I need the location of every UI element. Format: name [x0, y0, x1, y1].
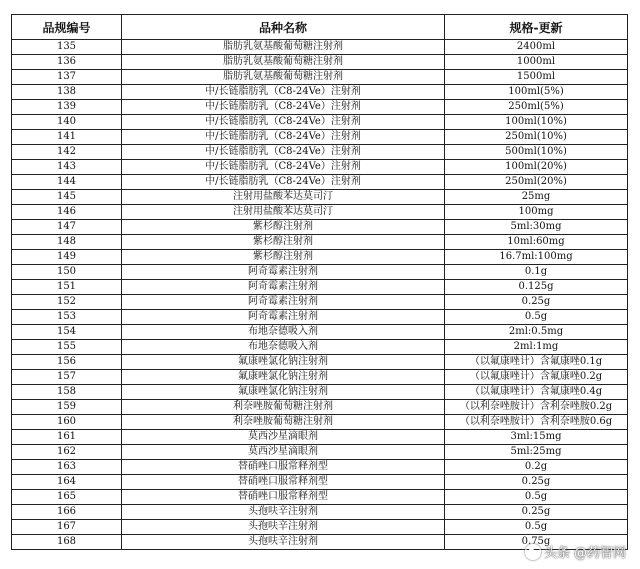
table-row	[12, 505, 628, 520]
cell-spec-code: 137	[12, 70, 122, 85]
cell-drug-name: 阿奇霉素注射剂	[122, 265, 445, 280]
cell-spec-code: 161	[12, 430, 122, 445]
table-row	[12, 400, 628, 415]
cell-drug-name: 莫西沙星滴眼剂	[122, 430, 445, 445]
table-row	[12, 490, 628, 505]
cell-drug-name: 替硝唑口服常释剂型	[122, 475, 445, 490]
cell-spec-update: （以氟康唑计）含氟康唑0.1g	[445, 355, 628, 370]
cell-drug-name: 利奈唑胺葡萄糖注射剂	[122, 415, 445, 430]
table-row	[12, 280, 628, 295]
header-spec-update: 规格-更新	[445, 15, 628, 40]
cell-spec-code: 163	[12, 460, 122, 475]
cell-drug-name: 布地奈德吸入剂	[122, 325, 445, 340]
cell-drug-name: 头孢呋辛注射剂	[122, 535, 445, 550]
cell-drug-name: 紫杉醇注射剂	[122, 220, 445, 235]
table-row	[12, 40, 628, 55]
cell-spec-code: 149	[12, 250, 122, 265]
cell-drug-name: 脂肪乳氨基酸葡萄糖注射剂	[122, 55, 445, 70]
drug-spec-table-container	[11, 14, 627, 550]
cell-spec-update: （以利奈唑胺计）含利奈唑胺0.6g	[445, 415, 628, 430]
cell-spec-code: 156	[12, 355, 122, 370]
cell-spec-update: 0.25g	[445, 295, 628, 310]
cell-drug-name: 氟康唑氯化钠注射剂	[122, 370, 445, 385]
cell-drug-name: 替硝唑口服常释剂型	[122, 460, 445, 475]
table-row	[12, 85, 628, 100]
cell-spec-code: 147	[12, 220, 122, 235]
cell-drug-name: 中/长链脂肪乳（C8-24Ve）注射剂	[122, 145, 445, 160]
cell-spec-update: 0.125g	[445, 280, 628, 295]
cell-spec-update: （以氟康唑计）含氟康唑0.4g	[445, 385, 628, 400]
cell-drug-name: 紫杉醇注射剂	[122, 250, 445, 265]
cell-spec-update: 0.75g	[445, 535, 628, 550]
cell-spec-update: 16.7ml:100mg	[445, 250, 628, 265]
cell-spec-code: 165	[12, 490, 122, 505]
table-row	[12, 100, 628, 115]
cell-spec-update: 0.25g	[445, 505, 628, 520]
cell-drug-name: 注射用盐酸苯达莫司汀	[122, 190, 445, 205]
table-row	[12, 175, 628, 190]
cell-spec-code: 153	[12, 310, 122, 325]
cell-spec-update: 0.5g	[445, 520, 628, 535]
cell-drug-name: 头孢呋辛注射剂	[122, 520, 445, 535]
cell-spec-code: 135	[12, 40, 122, 55]
table-row	[12, 250, 628, 265]
table-row	[12, 265, 628, 280]
cell-spec-update: 100mg	[445, 205, 628, 220]
cell-spec-update: 1500ml	[445, 70, 628, 85]
cell-spec-update: 100ml(20%)	[445, 160, 628, 175]
cell-spec-update: 500ml(10%)	[445, 145, 628, 160]
cell-spec-code: 148	[12, 235, 122, 250]
cell-spec-update: 0.5g	[445, 310, 628, 325]
cell-spec-code: 146	[12, 205, 122, 220]
cell-spec-update: 10ml:60mg	[445, 235, 628, 250]
cell-spec-code: 136	[12, 55, 122, 70]
cell-drug-name: 替硝唑口服常释剂型	[122, 490, 445, 505]
cell-spec-update: 1000ml	[445, 55, 628, 70]
cell-spec-update: 25mg	[445, 190, 628, 205]
cell-spec-update: 5ml:30mg	[445, 220, 628, 235]
cell-drug-name: 中/长链脂肪乳（C8-24Ve）注射剂	[122, 160, 445, 175]
cell-drug-name: 紫杉醇注射剂	[122, 235, 445, 250]
cell-spec-code: 152	[12, 295, 122, 310]
table-row	[12, 355, 628, 370]
table-row	[12, 145, 628, 160]
cell-spec-code: 162	[12, 445, 122, 460]
cell-spec-update: （以氟康唑计）含氟康唑0.2g	[445, 370, 628, 385]
table-row	[12, 310, 628, 325]
cell-spec-code: 164	[12, 475, 122, 490]
cell-drug-name: 脂肪乳氨基酸葡萄糖注射剂	[122, 70, 445, 85]
cell-spec-update: 250ml(5%)	[445, 100, 628, 115]
cell-spec-code: 157	[12, 370, 122, 385]
cell-spec-update: 3ml:15mg	[445, 430, 628, 445]
cell-spec-code: 141	[12, 130, 122, 145]
cell-spec-update: 250ml(10%)	[445, 130, 628, 145]
cell-drug-name: 中/长链脂肪乳（C8-24Ve）注射剂	[122, 100, 445, 115]
cell-spec-update: 2400ml	[445, 40, 628, 55]
table-row	[12, 340, 628, 355]
table-row	[12, 295, 628, 310]
cell-spec-code: 140	[12, 115, 122, 130]
cell-spec-update: 5ml:25mg	[445, 445, 628, 460]
cell-spec-update: 250ml(20%)	[445, 175, 628, 190]
cell-spec-code: 155	[12, 340, 122, 355]
table-header-row	[12, 15, 628, 40]
cell-spec-code: 151	[12, 280, 122, 295]
cell-spec-code: 144	[12, 175, 122, 190]
cell-spec-code: 168	[12, 535, 122, 550]
cell-spec-code: 138	[12, 85, 122, 100]
table-row	[12, 520, 628, 535]
table-row	[12, 415, 628, 430]
cell-spec-update: 0.1g	[445, 265, 628, 280]
table-row	[12, 160, 628, 175]
table-row	[12, 205, 628, 220]
cell-spec-code: 159	[12, 400, 122, 415]
cell-spec-code: 145	[12, 190, 122, 205]
header-drug-name: 品种名称	[122, 15, 445, 40]
table-row	[12, 475, 628, 490]
cell-drug-name: 中/长链脂肪乳（C8-24Ve）注射剂	[122, 175, 445, 190]
cell-drug-name: 氟康唑氯化钠注射剂	[122, 385, 445, 400]
table-body	[12, 40, 628, 550]
table-row	[12, 325, 628, 340]
cell-spec-update: 2ml:1mg	[445, 340, 628, 355]
watermark-text: 头条 @药智网	[543, 546, 626, 561]
cell-drug-name: 头孢呋辛注射剂	[122, 505, 445, 520]
cell-spec-code: 158	[12, 385, 122, 400]
cell-drug-name: 注射用盐酸苯达莫司汀	[122, 205, 445, 220]
table-row	[12, 385, 628, 400]
cell-drug-name: 中/长链脂肪乳（C8-24Ve）注射剂	[122, 85, 445, 100]
cell-spec-code: 167	[12, 520, 122, 535]
watermark	[525, 542, 626, 561]
cell-drug-name: 莫西沙星滴眼剂	[122, 445, 445, 460]
cell-drug-name: 中/长链脂肪乳（C8-24Ve）注射剂	[122, 115, 445, 130]
cell-spec-update: （以利奈唑胺计）含利奈唑胺0.2g	[445, 400, 628, 415]
drug-spec-table	[11, 14, 628, 550]
cell-spec-code: 139	[12, 100, 122, 115]
table-row	[12, 70, 628, 85]
cell-spec-update: 100ml(5%)	[445, 85, 628, 100]
cell-drug-name: 阿奇霉素注射剂	[122, 295, 445, 310]
cell-spec-update: 2ml:0.5mg	[445, 325, 628, 340]
cell-drug-name: 氟康唑氯化钠注射剂	[122, 355, 445, 370]
cell-spec-code: 142	[12, 145, 122, 160]
cell-drug-name: 脂肪乳氨基酸葡萄糖注射剂	[122, 40, 445, 55]
toutiao-logo-icon	[525, 544, 541, 560]
cell-spec-update: 0.2g	[445, 460, 628, 475]
table-row	[12, 220, 628, 235]
cell-spec-update: 100ml(10%)	[445, 115, 628, 130]
cell-spec-code: 166	[12, 505, 122, 520]
table-row	[12, 460, 628, 475]
table-row	[12, 370, 628, 385]
table-row	[12, 430, 628, 445]
cell-drug-name: 阿奇霉素注射剂	[122, 280, 445, 295]
header-spec-code: 品规编号	[12, 15, 122, 40]
table-row	[12, 190, 628, 205]
cell-spec-code: 154	[12, 325, 122, 340]
cell-drug-name: 利奈唑胺葡萄糖注射剂	[122, 400, 445, 415]
cell-drug-name: 布地奈德吸入剂	[122, 340, 445, 355]
cell-spec-code: 160	[12, 415, 122, 430]
cell-spec-code: 143	[12, 160, 122, 175]
cell-spec-update: 0.25g	[445, 475, 628, 490]
cell-spec-update: 0.5g	[445, 490, 628, 505]
cell-drug-name: 阿奇霉素注射剂	[122, 310, 445, 325]
cell-spec-code: 150	[12, 265, 122, 280]
table-row	[12, 55, 628, 70]
cell-drug-name: 中/长链脂肪乳（C8-24Ve）注射剂	[122, 130, 445, 145]
table-row	[12, 130, 628, 145]
table-row	[12, 445, 628, 460]
table-row	[12, 235, 628, 250]
table-row	[12, 115, 628, 130]
